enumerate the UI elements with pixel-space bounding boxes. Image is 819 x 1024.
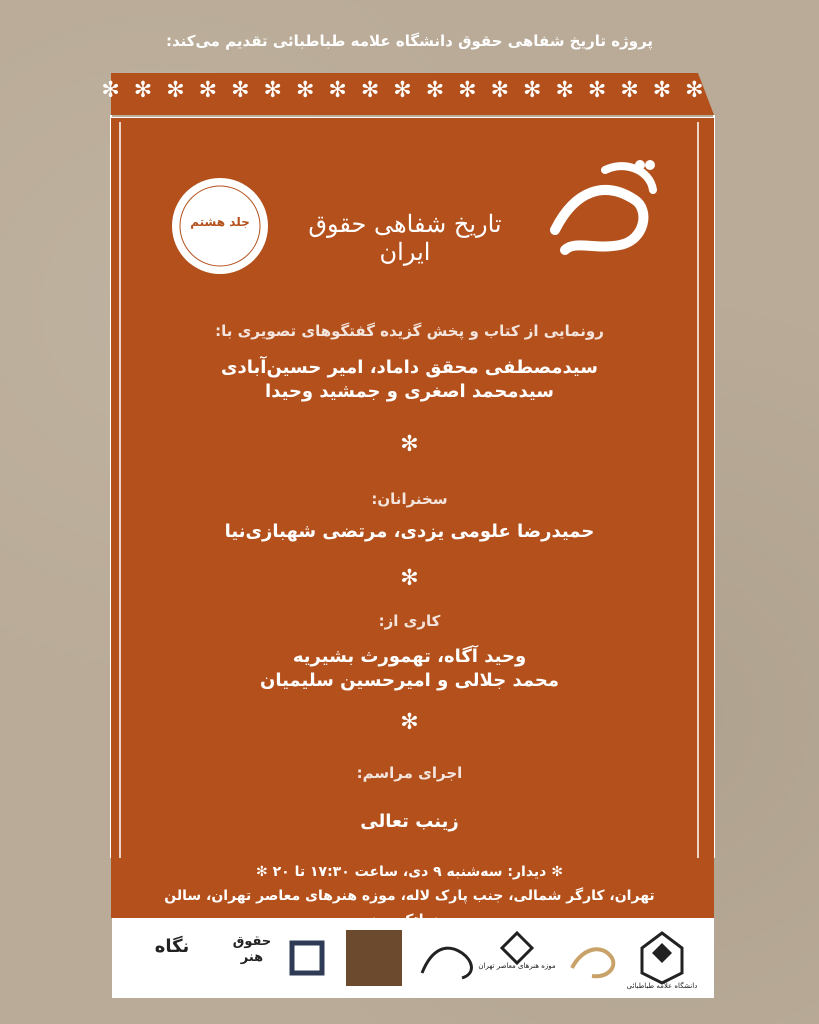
museum-logo-icon xyxy=(492,928,542,988)
section-heading-host: اجرای مراسم: xyxy=(356,764,463,782)
top-caption: پروژه تاریخ شفاهی حقوق دانشگاه علامه طباطبائی تقدیم می‌کند: xyxy=(165,32,654,50)
series-title: تاریخ شفاهی حقوق ایران xyxy=(308,210,502,266)
star-bullet-icon: ✻ xyxy=(256,864,273,880)
logo-caption-negah: نگاه xyxy=(154,936,190,957)
section-heading-intro: رونمایی از کتاب و پخش گزیده گفتگوهای تصویری با: xyxy=(215,322,604,340)
section-heading-credits: کاری از: xyxy=(378,612,441,630)
host-line-1: زینب تعالی xyxy=(360,811,459,832)
top-ornament-row: ✻✻✻✻✻✻✻✻✻✻✻✻✻✻✻✻✻✻✻ xyxy=(101,78,718,103)
logo-caption-university: دانشگاه علامه طباطبائی xyxy=(626,982,698,990)
venue-info xyxy=(140,860,679,908)
sponsor-logo-strip xyxy=(112,918,714,998)
section-names-credits xyxy=(130,645,689,693)
university-logo-icon xyxy=(632,928,692,988)
divider-star-icon: ✻ xyxy=(400,710,419,735)
law-association-logo-icon xyxy=(417,928,482,988)
sharh-small-logo-icon xyxy=(562,928,622,988)
logo-caption-law-art: حقوق هنر xyxy=(232,934,272,965)
divider-star-icon: ✻ xyxy=(400,432,419,457)
section-names-host xyxy=(130,810,689,834)
oral-history-logo-icon xyxy=(344,928,404,988)
credits-line-2: محمد جلالی و امیرحسین سلیمیان xyxy=(259,670,560,691)
event-date xyxy=(140,860,679,884)
event-date-text: دیدار: سه‌شنبه ۹ دی، ساعت ۱۷:۳۰ تا ۲۰ xyxy=(272,864,547,880)
section-names-speakers xyxy=(130,520,689,544)
intro-line-1: سیدمصطفی محقق داماد، امیر حسین‌آبادی xyxy=(221,357,598,378)
intro-line-2: سیدمحمد اصغری و جمشید وحیدا xyxy=(265,381,554,402)
speakers-line-1: حمیدرضا علومی یزدی، مرتضی شهبازی‌نیا xyxy=(224,521,595,542)
event-address: تهران، کارگر شمالی، جنب پارک لاله، موزه هنرهای معاصر تهران، سالن xyxy=(164,888,655,904)
section-heading-speakers: سخنرانان: xyxy=(371,490,448,508)
section-names-intro xyxy=(130,356,689,404)
volume-badge-label: جلد هشتم xyxy=(190,215,250,229)
sharh-logo-icon xyxy=(535,150,665,270)
star-bullet-icon: ✻ xyxy=(546,864,563,880)
logo-caption-museum: موزه هنرهای معاصر تهران xyxy=(478,962,556,970)
square-logo-icon xyxy=(287,928,327,988)
credits-line-1: وحید آگاه، تهمورث بشیریه xyxy=(292,646,527,667)
divider-star-icon: ✻ xyxy=(400,566,419,591)
